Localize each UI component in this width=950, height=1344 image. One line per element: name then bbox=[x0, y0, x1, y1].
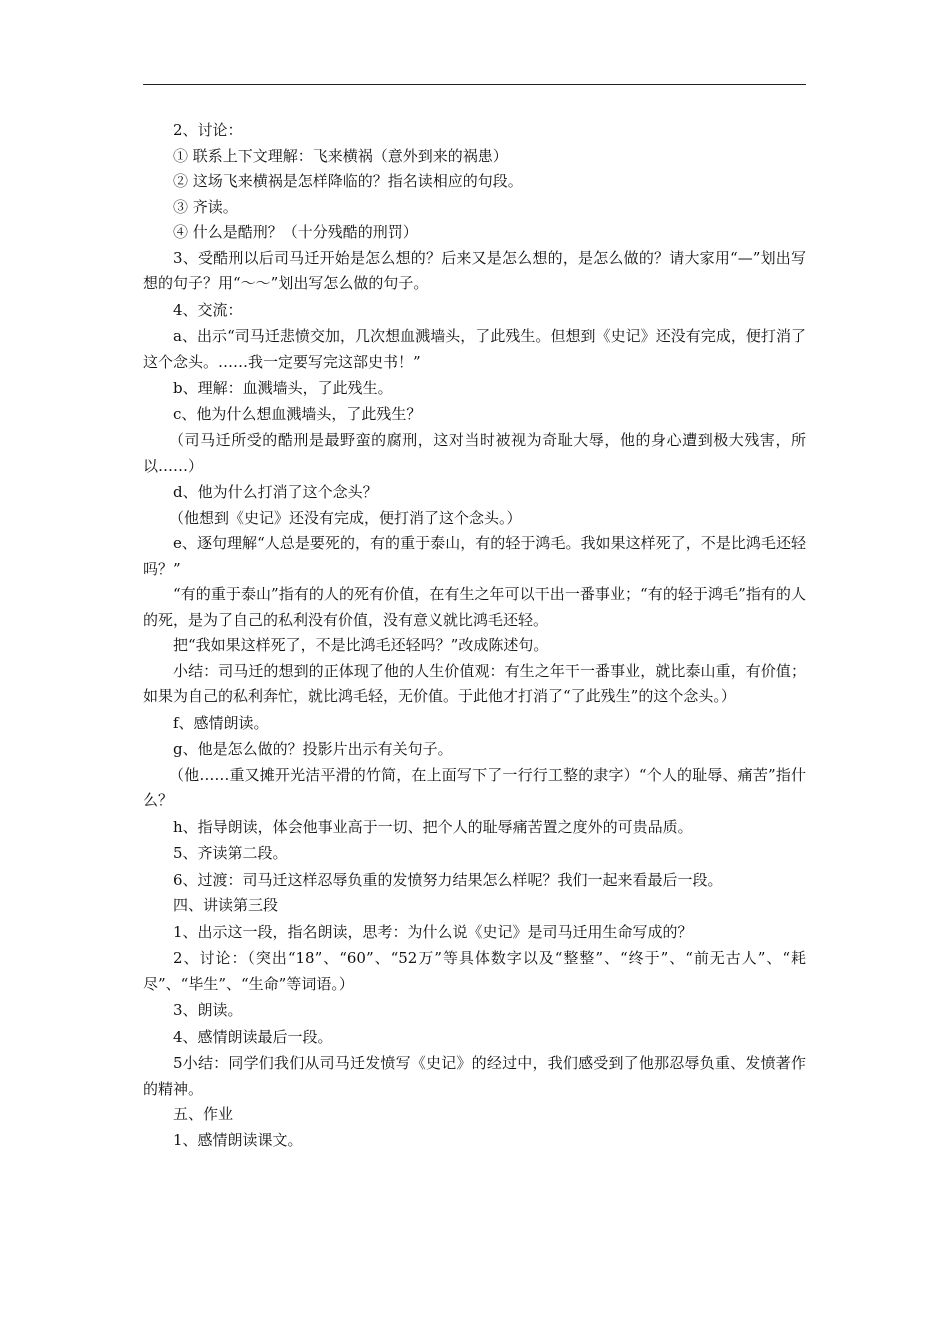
paragraph: d、他为什么打消了这个念头？ bbox=[173, 483, 378, 501]
document-body bbox=[143, 118, 806, 1153]
paragraph: e、逐句理解“人总是要死的，有的重于泰山，有的轻于鸿毛。我如果这样死了，不是比鸿毛还轻吗？” bbox=[143, 534, 806, 578]
paragraph: ③ 齐读。 bbox=[173, 197, 238, 216]
paragraph: a、出示“司马迁悲愤交加，几次想血溅墙头，了此残生。但想到《史记》还没有完成，便打消了这个念头。……我一定要写完这部史书！” bbox=[143, 327, 806, 371]
paragraph: 把“我如果这样死了，不是比鸿毛还轻吗？”改成陈述句。 bbox=[173, 636, 549, 654]
paragraph: ① 联系上下文理解：飞来横祸（意外到来的祸患） bbox=[173, 146, 508, 165]
paragraph: 1、出示这一段，指名朗读，思考：为什么说《史记》是司马迁用生命写成的？ bbox=[173, 922, 693, 941]
paragraph: “有的重于泰山”指有的人的死有价值，在有生之年可以干出一番事业；“有的轻于鸿毛”指有的人的死，是为了自己的私利没有价值，没有意义就比鸿毛还轻。 bbox=[143, 585, 806, 629]
paragraph: （司马迁所受的酷刑是最野蛮的腐刑，这对当时被视为奇耻大辱，他的身心遭到极大残害，所以……） bbox=[143, 431, 806, 475]
paragraph: 4、感情朗读最后一段。 bbox=[173, 1027, 333, 1046]
paragraph: （他……重又摊开光洁平滑的竹简，在上面写下了一行行工整的隶字）“个人的耻辱、痛苦”指什么？ bbox=[143, 765, 806, 809]
paragraph: c、他为什么想血溅墙头，了此残生？ bbox=[173, 404, 422, 423]
paragraph: 2、讨论：（突出“18”、“60”、“52万”等具体数字以及“整整”、“终于”、“前无古人”、“耗尽”、“毕生”、“生命”等词语。） bbox=[143, 949, 806, 993]
paragraph: f、感情朗读。 bbox=[173, 713, 269, 732]
paragraph: 2、讨论： bbox=[173, 121, 243, 139]
paragraph: h、指导朗读，体会他事业高于一切、把个人的耻辱痛苦置之度外的可贵品质。 bbox=[173, 817, 693, 836]
header-rule bbox=[143, 84, 806, 85]
paragraph: 5小结：同学们我们从司马迁发愤写《史记》的经过中，我们感受到了他那忍辱负重、发愤著作的精神。 bbox=[143, 1054, 806, 1098]
paragraph: 1、感情朗读课文。 bbox=[173, 1130, 303, 1149]
paragraph: ② 这场飞来横祸是怎样降临的？指名读相应的句段。 bbox=[173, 172, 523, 190]
section-heading: 五、作业 bbox=[173, 1105, 234, 1123]
paragraph: b、理解：血溅墙头，了此残生。 bbox=[173, 379, 393, 397]
paragraph: 5、齐读第二段。 bbox=[173, 844, 288, 862]
paragraph: 3、朗读。 bbox=[173, 1001, 243, 1019]
paragraph: 4、交流： bbox=[173, 300, 243, 319]
paragraph: ④ 什么是酷刑？（十分残酷的刑罚） bbox=[173, 223, 418, 241]
paragraph: 6、过渡：司马迁这样忍辱负重的发愤努力结果怎么样呢？我们一起来看最后一段。 bbox=[173, 870, 723, 889]
paragraph: g、他是怎么做的？投影片出示有关句子。 bbox=[173, 740, 453, 758]
paragraph: （他想到《史记》还没有完成，便打消了这个念头。） bbox=[169, 508, 522, 527]
section-heading: 四、讲读第三段 bbox=[173, 896, 279, 914]
paragraph: 3、受酷刑以后司马迁开始是怎么想的？后来又是怎么想的，是怎么做的？请大家用“—”划出写想的句子？用“～～”划出写怎么做的句子。 bbox=[143, 248, 806, 292]
paragraph: 小结：司马迁的想到的正体现了他的人生价值观：有生之年干一番事业，就比泰山重，有价值；如果为自己的私利奔忙，就比鸿毛轻，无价值。于此他才打消了“了此残生”的这个念头。） bbox=[143, 661, 806, 705]
